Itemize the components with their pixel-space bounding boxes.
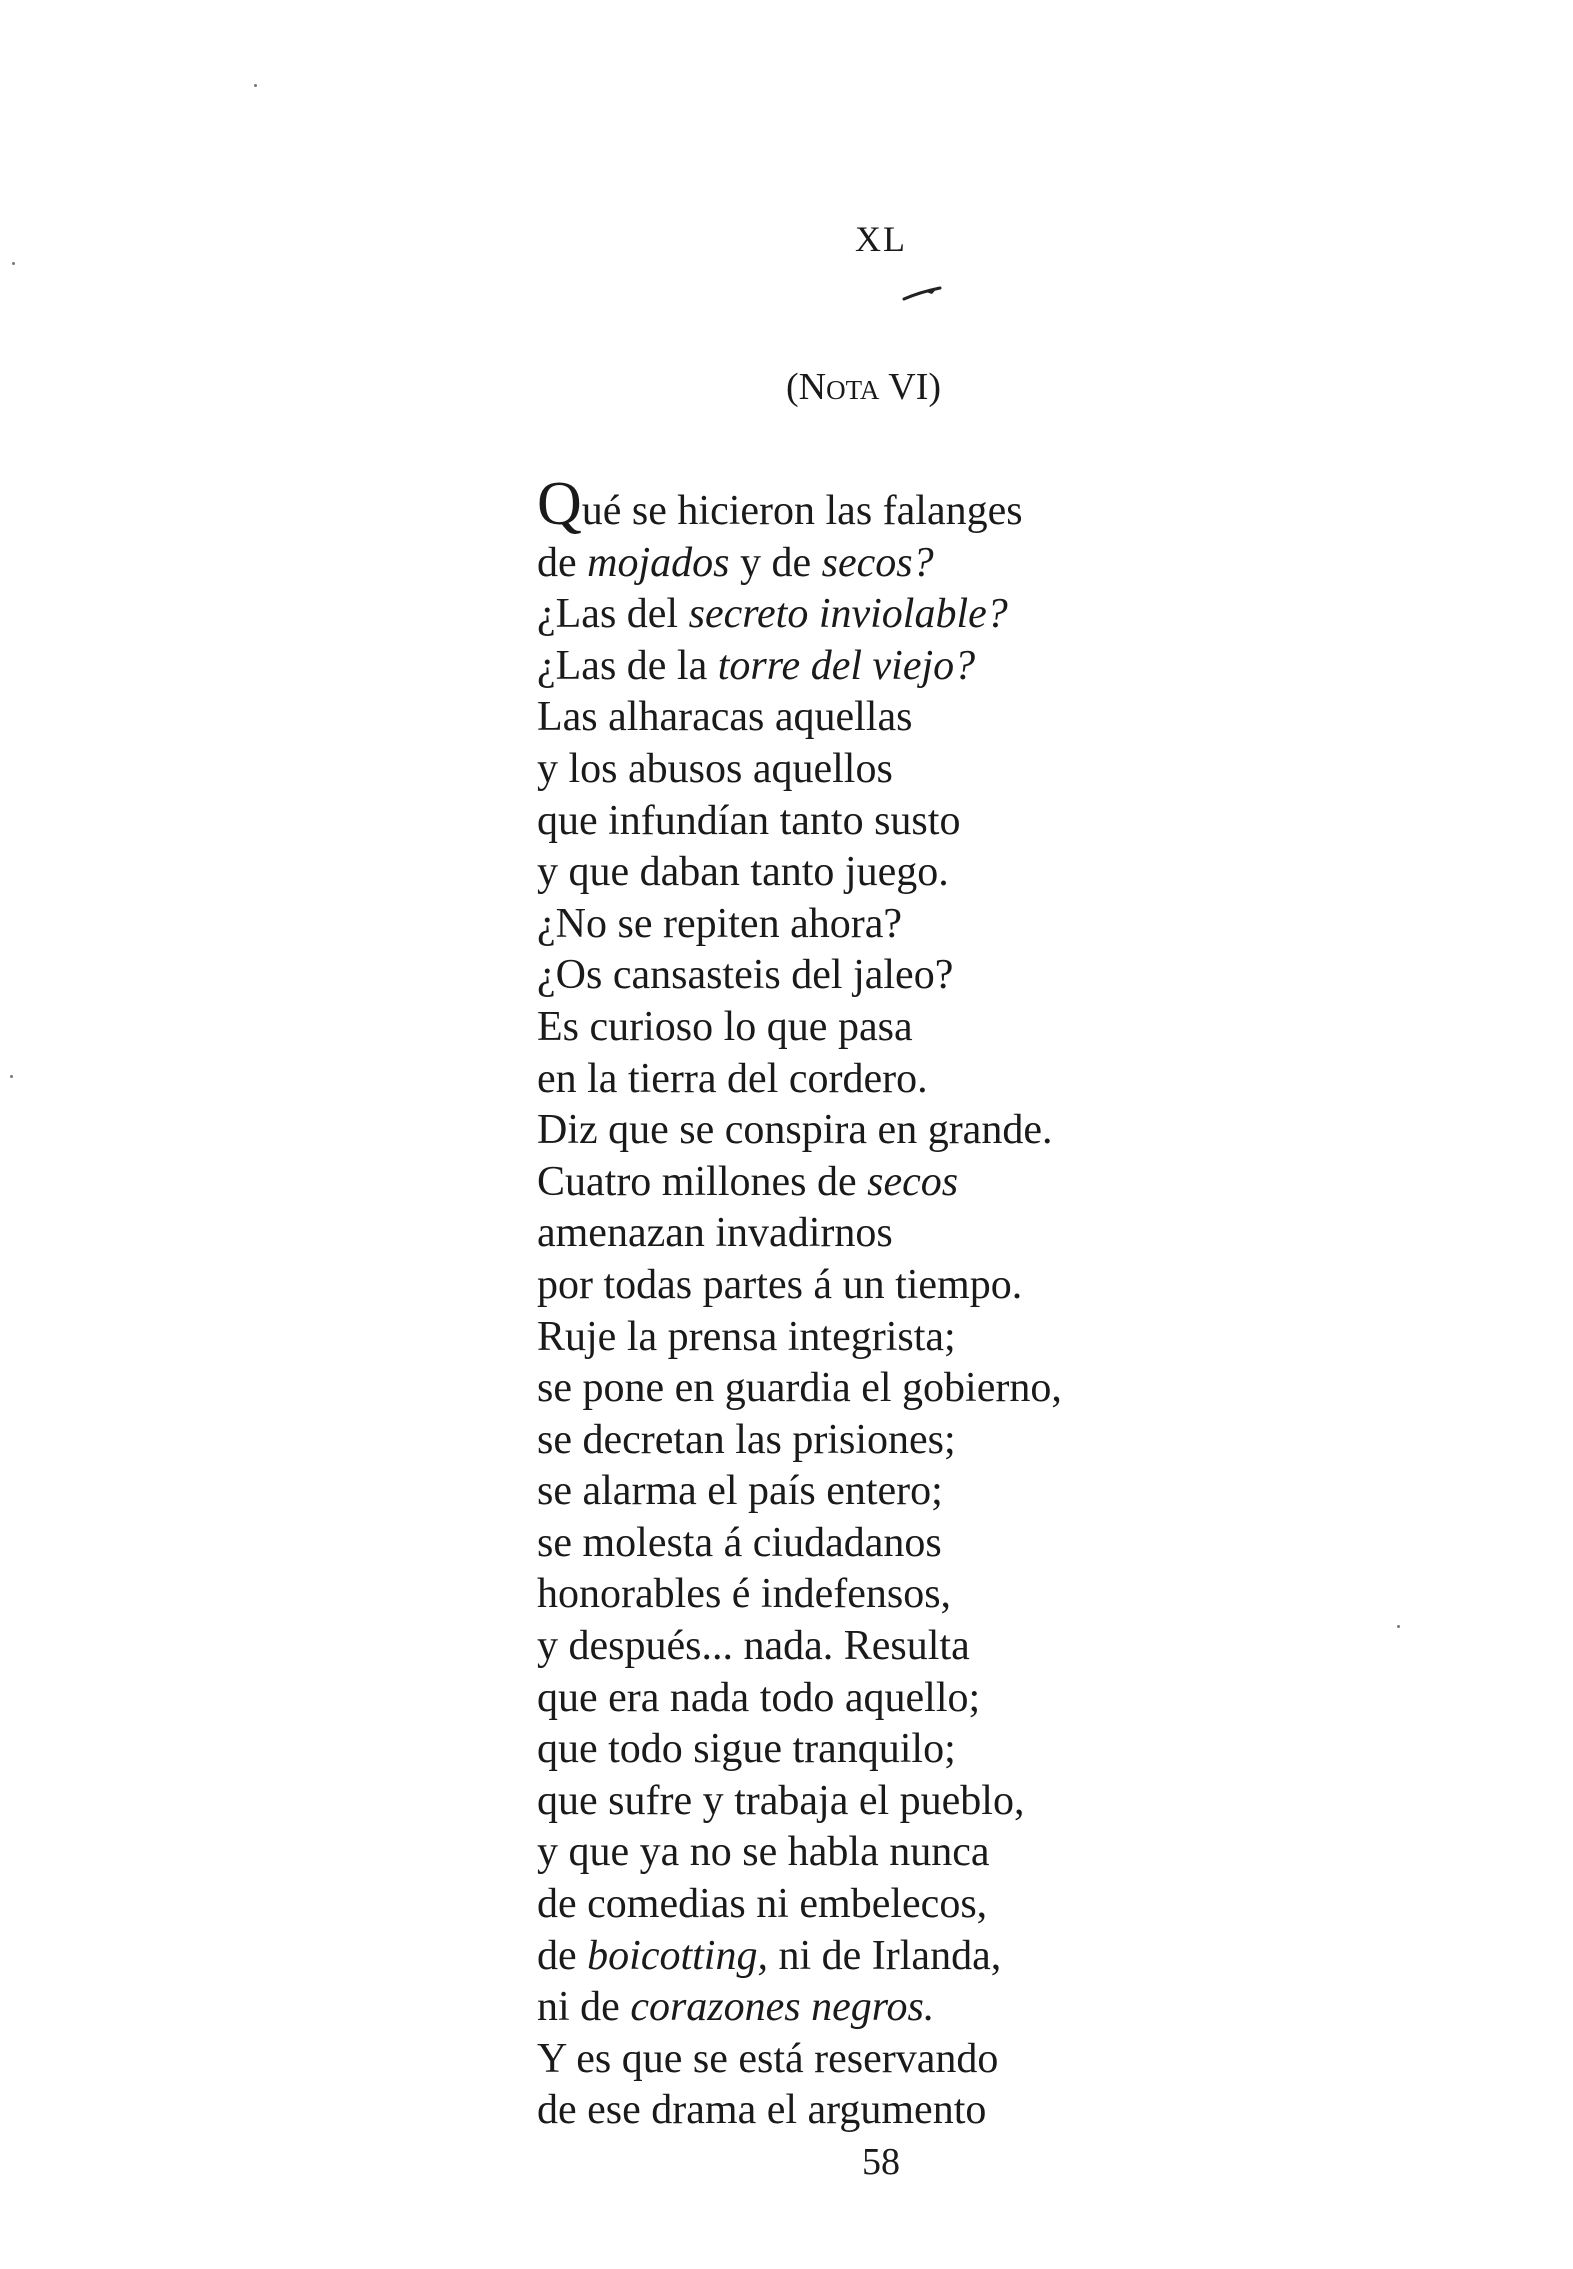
scan-speck (10, 1075, 13, 1078)
verse-line: que infundían tanto susto (537, 797, 961, 844)
verse-italic: corazones negros. (630, 1984, 935, 2031)
scan-speck (12, 262, 15, 265)
verse-line: Las alharacas aquellas (537, 694, 913, 741)
scan-speck (254, 84, 257, 87)
verse-italic: torre del viejo? (717, 642, 976, 689)
verse-text: y de (729, 539, 822, 586)
verse-line (537, 589, 1257, 641)
verse-line: Es curioso lo que pasa (537, 1003, 913, 1050)
verse-line: de ese drama el argumento (537, 2087, 987, 2134)
verse-italic: secos? (821, 539, 934, 586)
verse-line: que era nada todo aquello; (537, 1674, 981, 1721)
verse-line: se molesta á ciudadanos (537, 1519, 942, 1566)
verse-line: y después... nada. Resulta (537, 1623, 970, 1670)
verse-line: se pone en guardia el gobierno, (537, 1365, 1062, 1412)
verse-line: y que daban tanto juego. (537, 849, 949, 896)
verse-line: en la tierra del cordero. (537, 1055, 928, 1102)
verse-line (537, 470, 1257, 538)
verse-italic: secos (867, 1158, 959, 1205)
chapter-number: XL (855, 219, 907, 259)
note-open: ( (786, 366, 799, 408)
pen-mark-icon (902, 282, 942, 302)
note-number: VI) (879, 366, 942, 408)
verse-line (537, 1157, 1257, 1209)
verse-line: ¿Os cansasteis del jaleo? (537, 952, 954, 999)
verse-italic: boicotting, (587, 1932, 768, 1979)
verse-line: Y es que se está reservando (537, 2035, 999, 2082)
verse-line: se decretan las prisiones; (537, 1416, 956, 1463)
verse-line: amenazan invadirnos (537, 1210, 893, 1257)
drop-cap: Q (537, 470, 582, 538)
verse-line (537, 1982, 1257, 2034)
verse-line: y los abusos aquellos (537, 745, 893, 792)
verse-line: ¿No se repiten ahora? (537, 900, 902, 947)
section-note (786, 365, 941, 409)
verse-line: y que ya no se habla nunca (537, 1829, 990, 1876)
verse-line: que todo sigue tranquilo; (537, 1726, 956, 1773)
verse-line: Diz que se conspira en grande. (537, 1107, 1053, 1154)
verse-text: de (537, 1932, 588, 1979)
page-number: 58 (862, 2141, 900, 2183)
verse-text: ué se hicieron las falanges (581, 488, 1023, 534)
verse-text: Cuatro millones de (537, 1158, 868, 1205)
verse-italic: secreto inviolable? (688, 591, 1008, 638)
verse-text: ¿Las del (537, 591, 689, 638)
verse-line (537, 538, 1257, 590)
scan-speck (1397, 1625, 1400, 1628)
verse-line: se alarma el país entero; (537, 1468, 943, 1515)
verse-line: de comedias ni embelecos, (537, 1881, 988, 1928)
verse-text: de (537, 539, 588, 586)
verse-italic: mojados (587, 539, 730, 586)
verse-line (537, 641, 1257, 693)
note-word: Nota (798, 366, 880, 408)
verse-line: honorables é indefensos, (537, 1571, 952, 1618)
verse-line: Ruje la prensa integrista; (537, 1313, 956, 1360)
verse-line: que sufre y trabaja el pueblo, (537, 1777, 1025, 1824)
verse-line: por todas partes á un tiempo. (537, 1261, 1023, 1308)
verse-line (537, 1931, 1257, 1983)
poem-body (537, 470, 1257, 2137)
verse-text: ni de (537, 1984, 631, 2031)
verse-text: ¿Las de la (537, 642, 718, 689)
verse-text: ni de Irlanda, (767, 1932, 1002, 1979)
